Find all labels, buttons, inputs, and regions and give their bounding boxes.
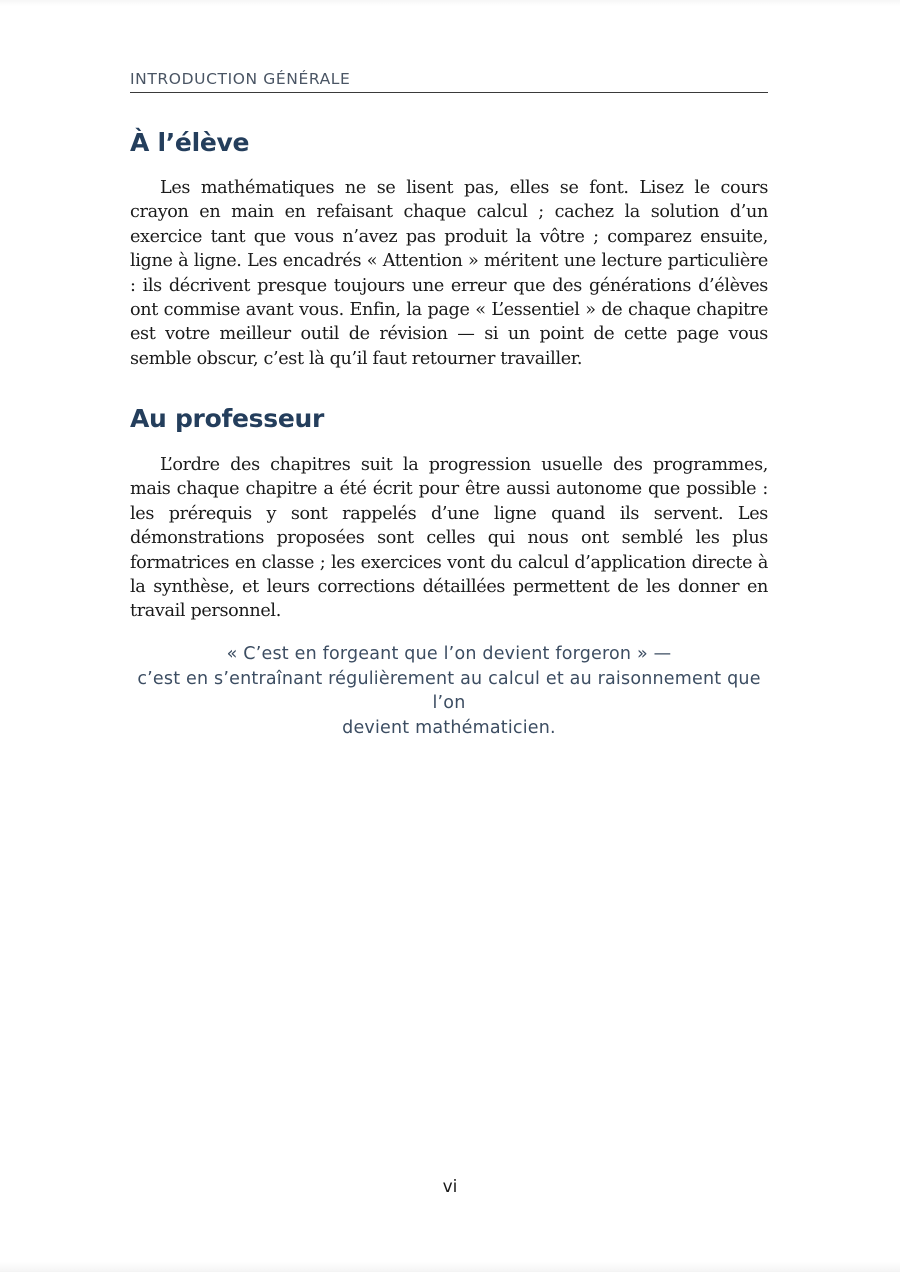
- page-number: vi: [442, 1177, 458, 1197]
- running-head: INTRODUCTION GÉNÉRALE: [130, 69, 768, 93]
- quote-line: c’est en s’entraînant régulièrement au calcul et au raisonnement que l’on: [137, 668, 761, 713]
- section-title-professeur: Au professeur: [130, 404, 325, 433]
- section-title-eleve: À l’élève: [130, 128, 250, 157]
- quote-line: « C’est en forgeant que l’on devient forgeron » —: [226, 644, 672, 664]
- quote-line: devient mathématicien.: [342, 717, 556, 738]
- paragraph-eleve: Les mathématiques ne se lisent pas, elles se font. Lisez le cours crayon en main en refaisant chaque calcul ; cachez la solution d’un exercice tant que vous n’avez pas produit la vôtre ; comparez ensuite, ligne à ligne. Les encadrés « Attention » méritent une lecture particulière : ils décrivent presque toujours une erreur que des générations d’élèves ont commise avant vous. Enfin, la page « L’essentiel » de chaque chapitre est votre meilleur outil de révision — si un point de cette page vous semble obscur, c’est là qu’il faut retourner travailler.: [130, 178, 768, 369]
- epigraph-quote: [130, 642, 768, 740]
- paragraph-professeur: L’ordre des chapitres suit la progression usuelle des programmes, mais chaque chapitre a été écrit pour être aussi autonome que possible : les prérequis y sont rappelés d’une ligne quand ils servent. Les démonstrations proposées sont celles qui nous ont semblé les plus formatrices en classe ; les exercices vont du calcul d’application directe à la synthèse, et leurs corrections détaillées permettent de les donner en travail personnel.: [130, 455, 768, 622]
